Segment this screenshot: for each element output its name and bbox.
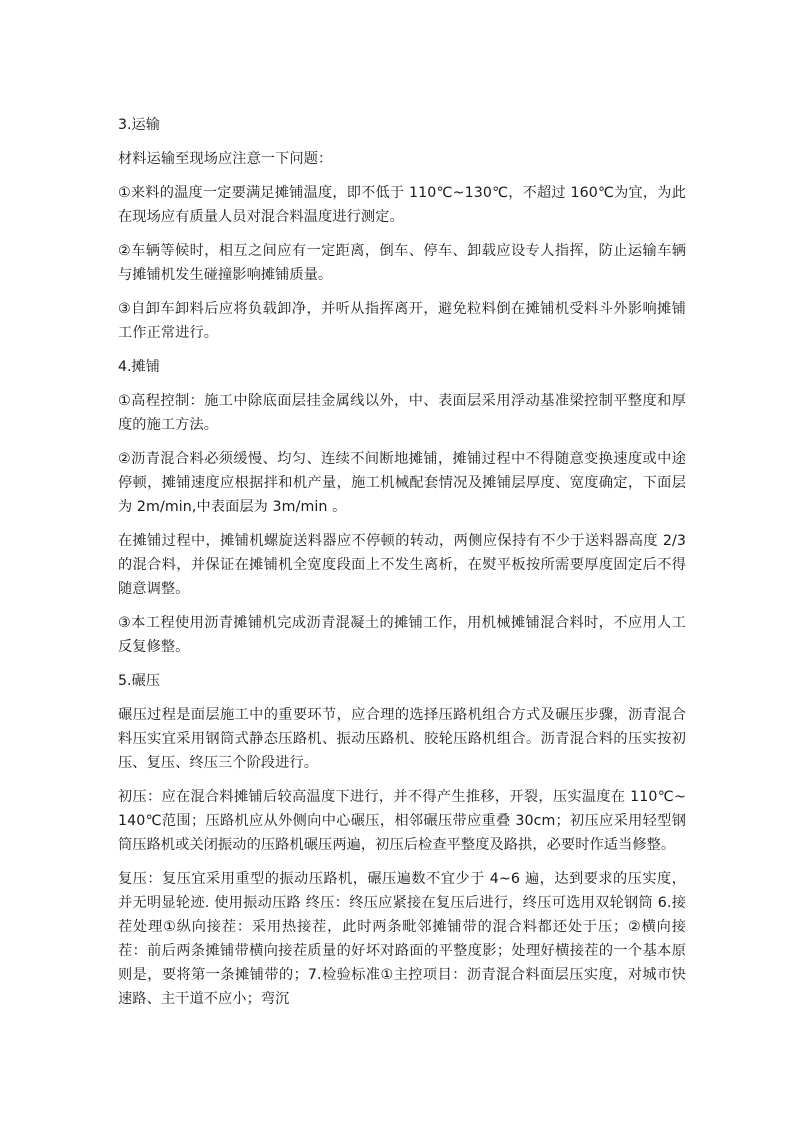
section-heading-compaction: 5.碾压	[118, 673, 160, 689]
paragraph: 初压：应在混合料摊铺后较高温度下进行，并不得产生推移，开裂，压实温度在 110℃~140℃范围；压路机应从外侧向中心碾压，相邻碾压带应重叠 30cm；初压应采用轻型钢筒压路机或关闭振动的压路机碾压两遍，初压后检查平整度及路拱，必要时作适当修整。	[118, 789, 686, 853]
paragraph: ②沥青混合料必须缓慢、均匀、连续不间断地摊铺，摊铺过程中不得随意变换速度或中途停顿，摊铺速度应根据拌和机产量，施工机械配套情况及摊铺层厚度、宽度确定，下面层为 2m/min,中表面层为 3m/min 。	[118, 451, 686, 515]
paragraph: ②车辆等候时，相互之间应有一定距离，倒车、停车、卸载应设专人指挥，防止运输车辆与摊铺机发生碰撞影响摊铺质量。	[118, 243, 686, 283]
paragraph: 碾压过程是面层施工中的重要环节，应合理的选择压路机组合方式及碾压步骤，沥青混合料压实宜采用钢筒式静态压路机、振动压路机、胶轮压路机组合。沥青混合料的压实按初压、复压、终压三个阶段进行。	[118, 707, 686, 771]
paragraph: ①高程控制：施工中除底面层挂金属线以外，中、表面层采用浮动基准梁控制平整度和厚度的施工方法。	[118, 393, 686, 433]
document-page	[118, 113, 686, 1021]
paragraph: ③自卸车卸料后应将负载卸净，并听从指挥离开，避免粒料倒在摊铺机受料斗外影响摊铺工作正常进行。	[118, 301, 686, 341]
paragraph: ③本工程使用沥青摊铺机完成沥青混凝土的摊铺工作，用机械摊铺混合料时，不应用人工反复修整。	[118, 615, 686, 655]
section-heading-transport: 3.运输	[118, 117, 160, 133]
section-heading-paving: 4.摊铺	[118, 359, 160, 375]
paragraph: 复压：复压宜采用重型的振动压路机，碾压遍数不宜少于 4~6 遍，达到要求的压实度，并无明显轮迹. 使用振动压路 终压：终压应紧接在复压后进行，终压可选用双轮钢筒 6.接茬处理①纵向接茬：采用热接茬，此时两条毗邻摊铺带的混合料都还处于压；②横向接茬：前后两条摊铺带横向接茬质量的好坏对路面的平整度影；处理好横接茬的一个基本原则是，要将第一条摊铺带的；7.检验标准①主控项目：沥青混合料面层压实度，对城市快速路、主干道不应小；弯沉	[118, 871, 686, 1007]
paragraph: 材料运输至现场应注意一下问题：	[118, 151, 333, 167]
paragraph: ①来料的温度一定要满足摊铺温度，即不低于 110℃~130℃，不超过 160℃为宜，为此在现场应有质量人员对混合料温度进行测定。	[118, 185, 686, 225]
paragraph: 在摊铺过程中，摊铺机螺旋送料器应不停顿的转动，两侧应保持有不少于送料器高度 2/3 的混合料，并保证在摊铺机全宽度段面上不发生离析，在熨平板按所需要厚度固定后不得随意调整。	[118, 533, 686, 597]
